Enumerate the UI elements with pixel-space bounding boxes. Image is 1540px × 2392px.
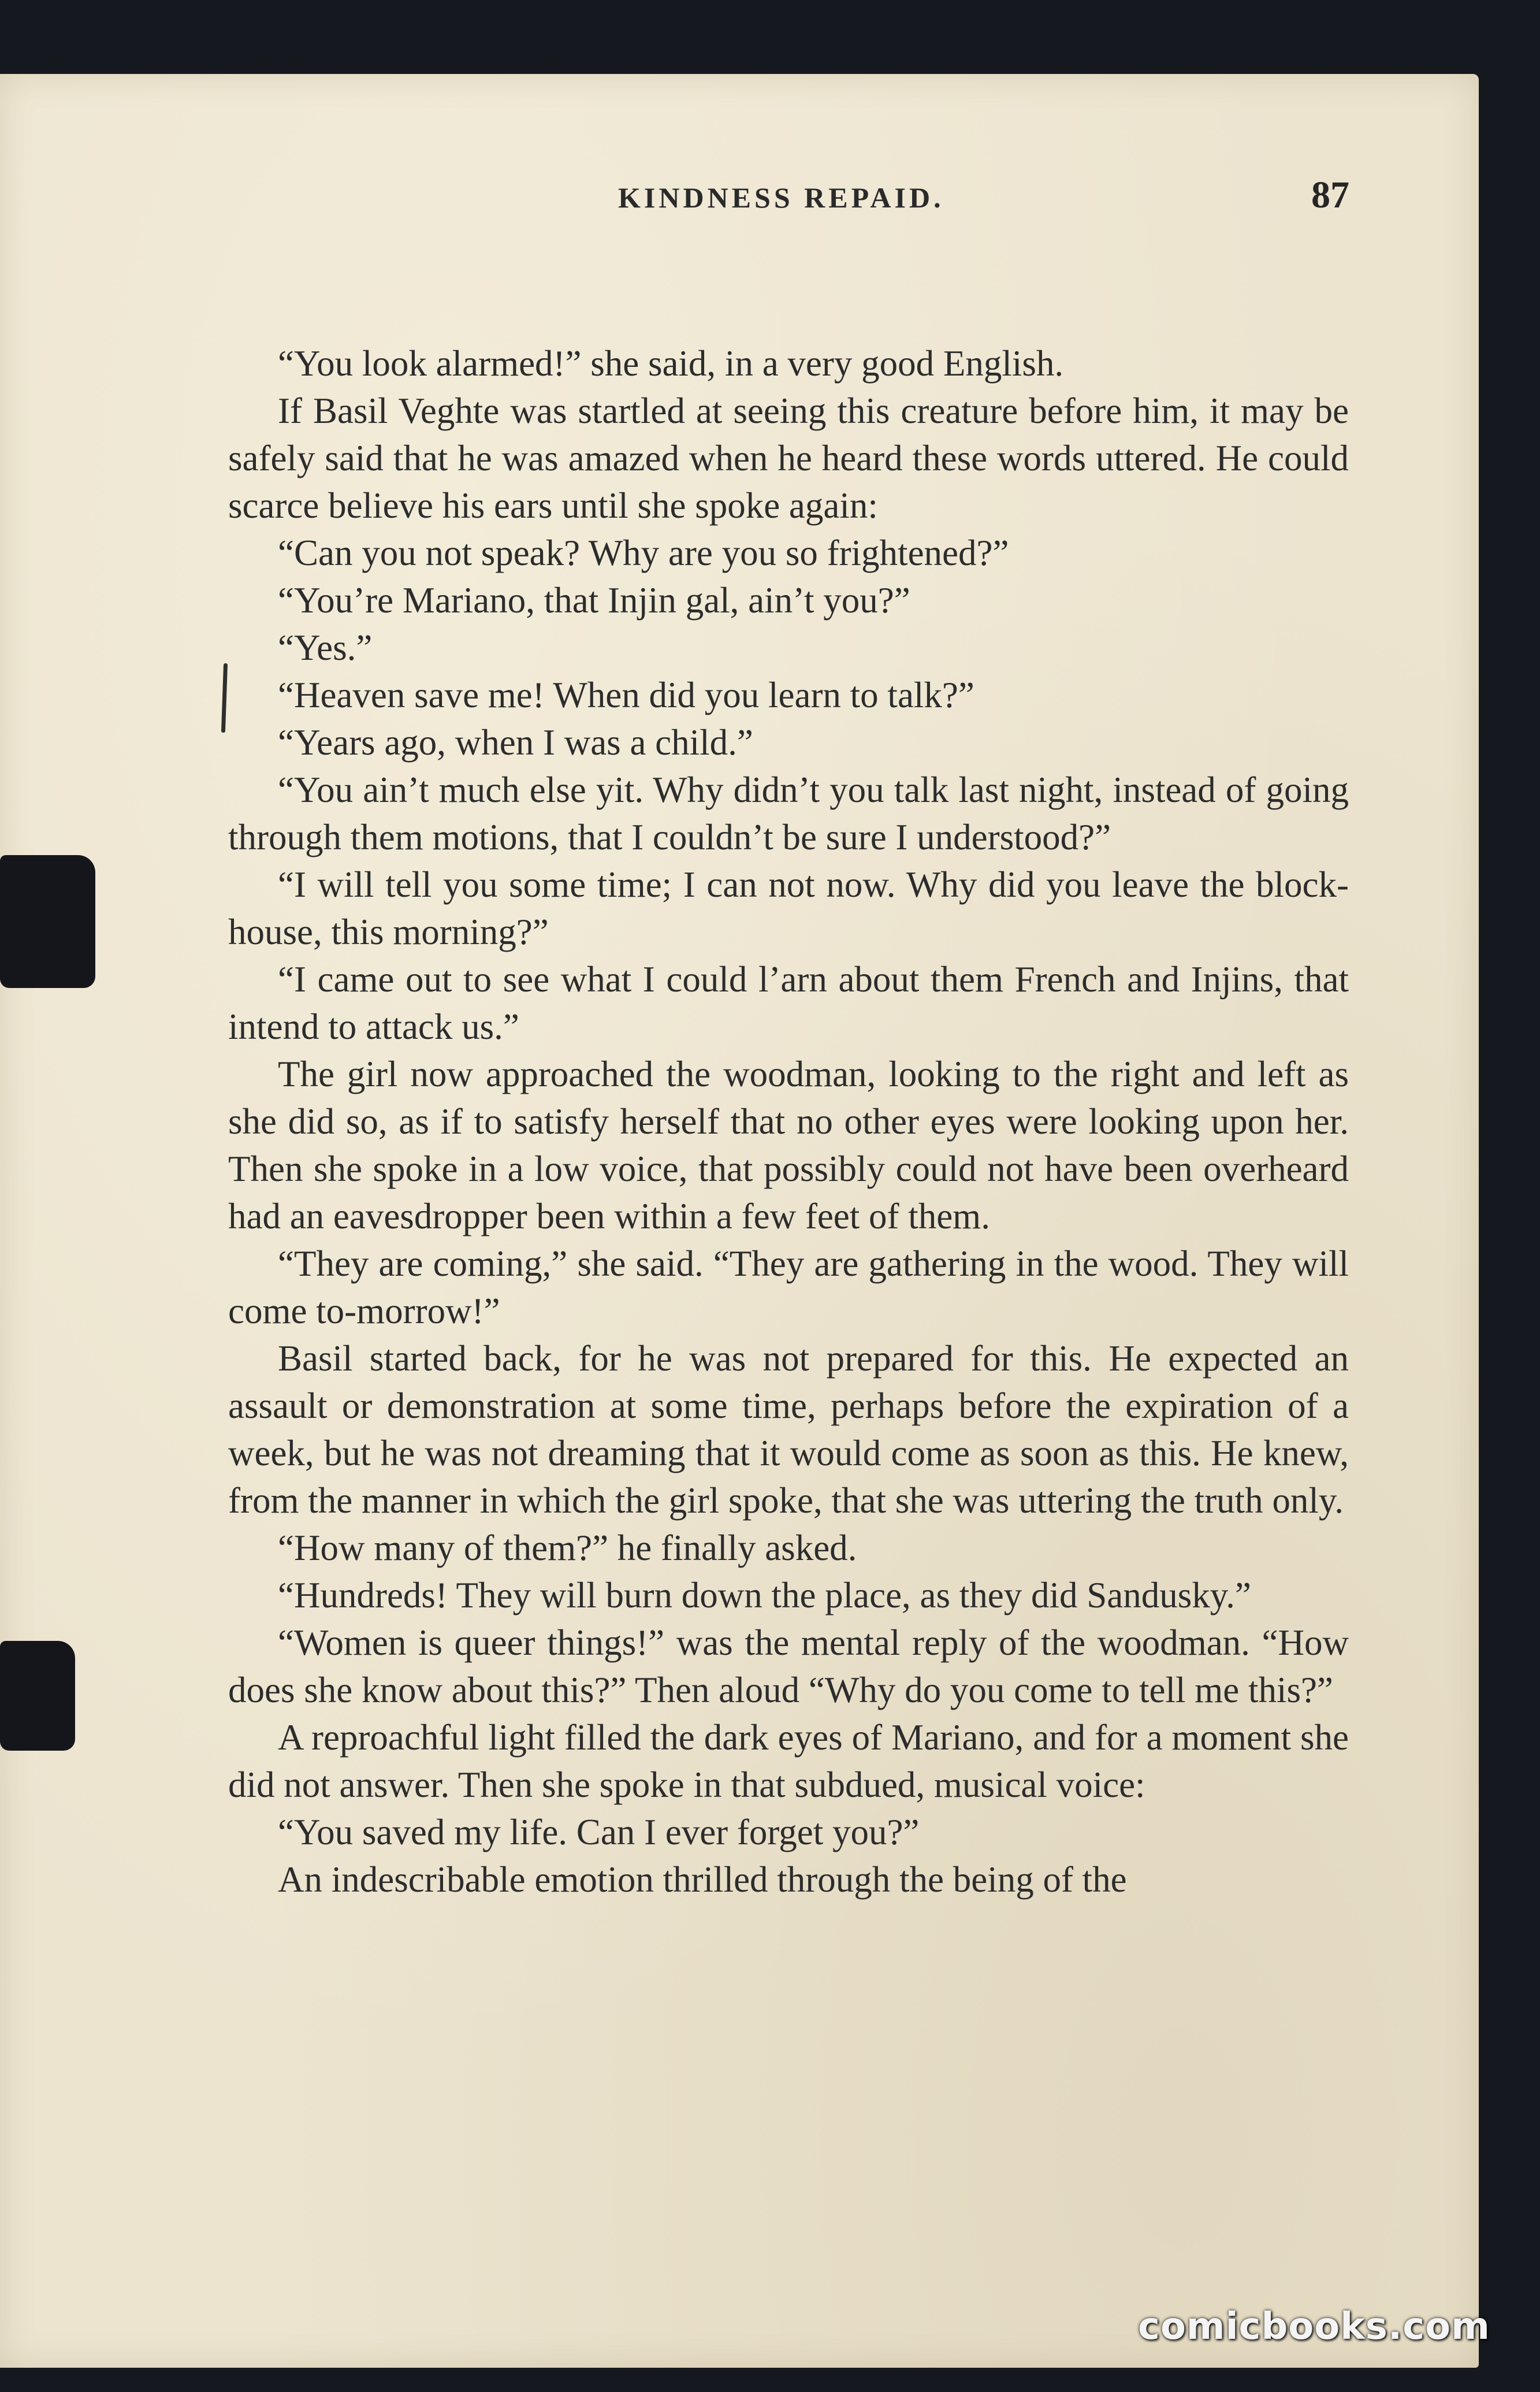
paragraph: “Heaven save me! When did you learn to talk?” [278, 675, 974, 715]
paragraph: “Years ago, when I was a child.” [278, 722, 753, 763]
paragraph: “I will tell you some time; I can not now. Why did you leave the block-house, this morning?” [228, 864, 1349, 952]
page-number: 87 [1311, 174, 1349, 216]
paragraph: “You look alarmed!” she said, in a very good English. [278, 343, 1064, 384]
paragraph: “You ain’t much else yit. Why didn’t you talk last night, instead of going through them motions, that I couldn’t be sure I understood?” [228, 770, 1349, 857]
paragraph: Basil started back, for he was not prepared for this. He expected an assault or demonstration at some time, perhaps before the expiration of a week, but he was not dreaming that it would come as soon as this. He knew, from the manner in which the girl spoke, that she was uttering the truth only. [228, 1338, 1349, 1521]
paragraph: “Can you not speak? Why are you so frightened?” [278, 533, 1009, 573]
paragraph: A reproachful light filled the dark eyes of Mariano, and for a moment she did not answer. Then she spoke in that subdued, musical voice: [228, 1717, 1349, 1805]
watermark: comicbooks.com [1138, 2305, 1490, 2348]
paragraph: “Yes.” [278, 627, 373, 668]
paragraph: The girl now approached the woodman, looking to the right and left as she did so, as if to satisfy herself that no other eyes were looking upon her. Then she spoke in a low voice, that possibly could not have been overheard had an eavesdropper been within a few feet of them. [228, 1054, 1349, 1236]
page-header [0, 174, 1479, 230]
body-text [228, 340, 1349, 1903]
paragraph: “You’re Mariano, that Injin gal, ain’t you?” [278, 580, 910, 621]
paragraph: An indescribable emotion thrilled through the being of the [278, 1859, 1127, 1900]
running-head: KINDNESS REPAID. [618, 181, 944, 214]
paragraph: “I came out to see what I could l’arn about them French and Injins, that intend to attack us.” [228, 959, 1349, 1047]
book-page [0, 74, 1479, 2368]
paragraph: “You saved my life. Can I ever forget you?” [278, 1812, 920, 1852]
pencil-margin-mark [221, 663, 228, 733]
binding-hole [0, 1641, 75, 1751]
paragraph: “How many of them?” he finally asked. [278, 1528, 857, 1568]
paragraph: “They are coming,” she said. “They are gathering in the wood. They will come to-morrow!” [228, 1243, 1349, 1331]
paragraph: If Basil Veghte was startled at seeing this creature before him, it may be safely said that he was amazed when he heard these words uttered. He could scarce believe his ears until she spoke again: [228, 391, 1349, 526]
binding-hole [0, 855, 95, 988]
paragraph: “Women is queer things!” was the mental reply of the woodman. “How does she know about this?” Then aloud “Why do you come to tell me this?” [228, 1622, 1349, 1710]
paragraph: “Hundreds! They will burn down the place, as they did Sandusky.” [278, 1575, 1251, 1615]
